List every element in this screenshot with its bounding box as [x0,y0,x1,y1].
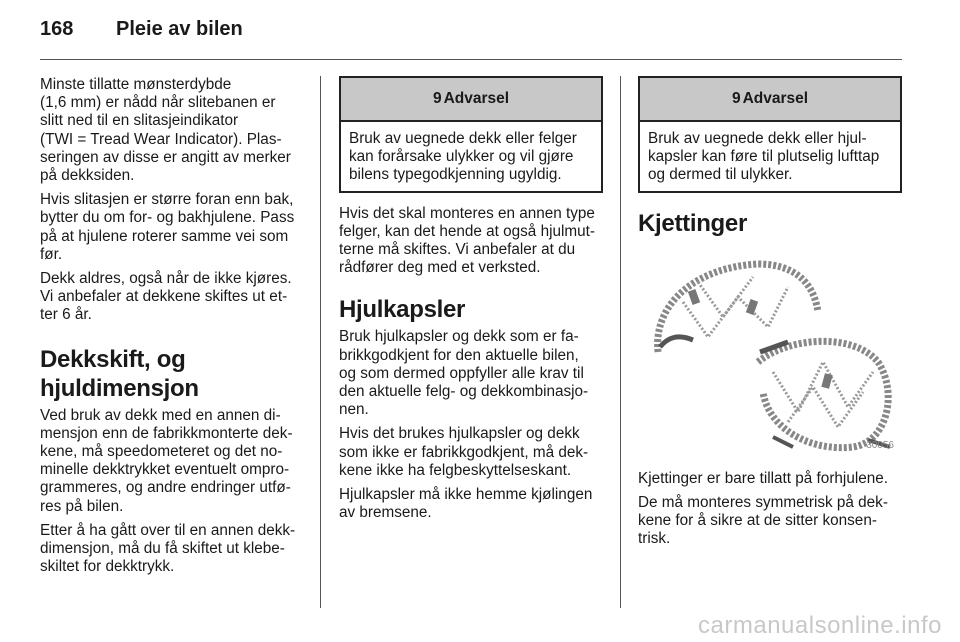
paragraph: Etter å ha gått over til en annen dekk- dimensjon, må du få skiftet ut klebe- skiltet for dekktrykk. [40,521,296,576]
column-3 [638,76,902,554]
paragraph: Bruk hjulkapsler og dekk som er fa- brikkgodkjent for den aktuelle bilen, og som dermed oppfyller alle krav til den aktuelle felg- og dekkombinasjo- nen. [339,328,589,419]
column-divider [320,76,321,608]
column-1 [40,76,308,582]
paragraph: Dekk aldres, også når de ikke kjøres. Vi anbefaler at dekkene skiftes ut et- ter 6 år. [40,270,292,324]
column-2 [339,76,603,528]
paragraph: Hvis det brukes hjulkapsler og dekk som ikke er fabrikkgodkjent, må dek- kene ikke ha felgbeskyttelseskant. [339,425,589,479]
paragraph: De må monteres symmetrisk på dek- kene for å sikre at de sitter konsen- trisk. [638,493,888,548]
paragraph: Hvis slitasjen er større foran enn bak, bytter du om for- og bakhjulene. Pass på at hjulene roterer samme vei som før. [40,191,295,263]
watermark: carmanualsonline.info [698,612,942,639]
paragraph: Hjulkapsler må ikke hemme kjølingen av bremsene. [339,486,593,522]
paragraph: Minste tillatte mønsterdybde (1,6 mm) er nådd når slitebanen er slitt ned til en slitasjeindikator (TWI = Tread Wear Indicator). Plas- seringen av disse er angitt av merker på dekksiden. [40,76,291,185]
section-heading: Dekkskift, og hjuldimensjon [40,345,199,402]
page-number: 168 [40,18,74,40]
warning-box [339,76,603,193]
paragraph: Kjettinger er bare tillatt på forhjulene. [638,469,888,487]
warning-icon: 9 [432,90,442,107]
header-divider [40,59,902,60]
paragraph: Ved bruk av dekk med en annen di- mensjon enn de fabrikkmonterte dek- kene, må speedometeret og det no- minelle dekktrykket eventuelt ompro- grammeres, og andre endringer utfø- res på bilen. [40,406,293,515]
warning-header [341,78,601,122]
warning-header [640,78,900,122]
page-title: Pleie av bilen [116,18,243,40]
page-header [40,16,900,50]
warning-box [638,76,902,193]
section-heading: Kjettinger [638,209,748,237]
column-divider [620,76,621,608]
warning-title: Advarsel [742,90,809,107]
warning-text: Bruk av uegnede dekk eller felger kan forårsake ulykker og vil gjøre bilens typegodkjenning ugyldig. [349,130,577,184]
figure-code: 30056 [866,440,894,452]
warning-title: Advarsel [443,90,510,107]
snow-chains-illustration [638,242,900,458]
paragraph: Hvis det skal monteres en annen type felger, kan det hende at også hjulmut- terne må skiftes. Vi anbefaler at du rådfører deg med et verksted. [339,204,595,277]
warning-icon: 9 [731,90,741,107]
section-heading: Hjulkapsler [339,296,466,324]
warning-text: Bruk av uegnede dekk eller hjul- kapsler kan føre til plutselig lufttap og dermed til ulykker. [648,130,880,184]
snow-chains-image [638,242,900,458]
